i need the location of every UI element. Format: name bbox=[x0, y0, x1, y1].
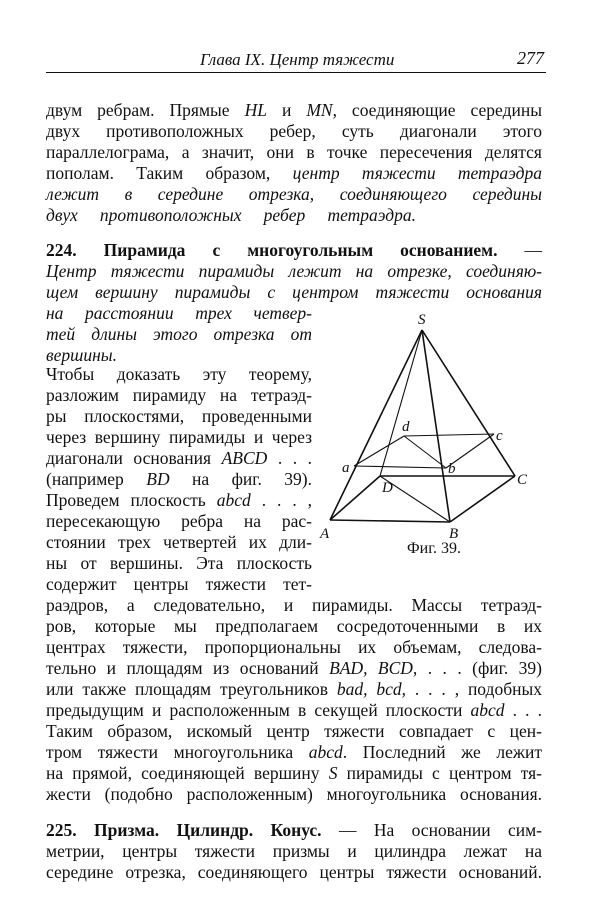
figure-caption: Фиг. 39. bbox=[407, 540, 461, 557]
edge-sb bbox=[422, 330, 450, 522]
text-line bbox=[46, 511, 312, 531]
text-segment: . . . bbox=[504, 700, 542, 720]
label-d-upper: D bbox=[382, 480, 393, 496]
text-segment: содержит центры тяжести тет- bbox=[46, 574, 312, 594]
text-segment: abcd bbox=[216, 490, 251, 510]
label-a-upper: A bbox=[320, 526, 330, 542]
text-line bbox=[46, 841, 542, 861]
text-segment: S bbox=[328, 763, 338, 783]
text-segment: . . . , bbox=[250, 490, 313, 510]
text-segment: стоянии трех четвертей их дли- bbox=[46, 532, 312, 552]
text-line bbox=[46, 205, 416, 225]
text-line bbox=[46, 820, 542, 840]
text-line bbox=[46, 700, 542, 720]
text-line bbox=[46, 862, 542, 882]
edge-ab bbox=[330, 520, 450, 522]
text-line bbox=[46, 303, 312, 323]
text-line bbox=[46, 574, 312, 594]
label-s: S bbox=[418, 312, 426, 328]
text-segment: . Последний же лежит bbox=[342, 742, 543, 762]
text-segment: двух противоположных ребер тетраэдра. bbox=[46, 205, 416, 225]
section-cd bbox=[404, 434, 494, 436]
label-c-upper: C bbox=[517, 472, 528, 488]
text-segment: — На основании сим- bbox=[321, 820, 542, 840]
text-segment: ны от вершины. Эта плоскость bbox=[46, 553, 312, 573]
text-segment: . . . bbox=[267, 448, 313, 468]
text-segment: 224. Пирамида с многоугольным основанием. bbox=[46, 240, 498, 260]
text-segment: щем вершину пирамиды с центром тяжести основания bbox=[46, 282, 542, 302]
text-segment: Таким образом, искомый центр тяжести совпадает с цен- bbox=[46, 721, 542, 741]
text-line bbox=[46, 261, 542, 281]
text-segment: параллелограма, а значит, они в точке пересечения делятся bbox=[46, 142, 542, 162]
text-segment: MN bbox=[306, 100, 333, 120]
text-segment: на прямой, соединяющей вершину bbox=[46, 763, 329, 783]
text-segment: (например bbox=[46, 469, 147, 489]
text-segment: вершины. bbox=[46, 345, 117, 365]
text-line bbox=[46, 469, 312, 489]
text-segment: жести (подобно расположенным) многоугольника основания. bbox=[46, 784, 542, 804]
text-segment: HL bbox=[244, 100, 267, 120]
text-line bbox=[46, 595, 542, 615]
text-segment: метрии, центры тяжести призмы и цилиндра лежат на bbox=[46, 841, 542, 861]
text-line bbox=[46, 364, 312, 384]
text-line bbox=[46, 385, 312, 405]
edge-sc bbox=[422, 330, 515, 476]
text-segment: центрах тяжести, пропорциональны их объемам, следова- bbox=[46, 637, 542, 657]
text-line bbox=[46, 490, 312, 510]
text-segment: пополам. Таким образом, bbox=[46, 163, 293, 183]
text-line bbox=[46, 763, 542, 783]
label-b-lower: b bbox=[448, 461, 456, 477]
text-line bbox=[46, 282, 542, 302]
text-segment: тельно и площадям из оснований bbox=[46, 658, 330, 678]
text-segment: на фиг. 39). bbox=[169, 469, 312, 489]
text-segment: abcd bbox=[308, 742, 343, 762]
label-a-lower: a bbox=[342, 460, 350, 476]
text-segment: разложим пирамиду на тетраэд- bbox=[46, 385, 312, 405]
text-line bbox=[46, 427, 312, 447]
text-line bbox=[46, 324, 312, 344]
page-number: 277 bbox=[517, 48, 544, 68]
text-segment: , соединяющие середины bbox=[332, 100, 542, 120]
chapter-title: Глава IX. Центр тяжести bbox=[200, 50, 395, 69]
text-line bbox=[46, 448, 312, 468]
text-segment: Центр тяжести пирамиды лежит на отрезке, соединяю- bbox=[46, 261, 542, 281]
text-line bbox=[46, 721, 542, 741]
text-segment: abcd bbox=[470, 700, 505, 720]
label-d-lower: d bbox=[402, 419, 410, 435]
text-segment: предыдущим и расположенным в секущей плоскости bbox=[46, 700, 471, 720]
text-segment: через вершину пирамиды и через bbox=[46, 427, 312, 447]
text-line bbox=[46, 240, 542, 260]
text-line bbox=[46, 616, 542, 636]
text-segment: лежит в середине отрезка, соединяющего середины bbox=[46, 184, 542, 204]
text-segment: и bbox=[266, 100, 307, 120]
text-line bbox=[46, 658, 542, 678]
text-segment: на расстоянии трех четвер- bbox=[46, 303, 312, 323]
text-line bbox=[46, 742, 542, 762]
text-segment: Проведем плоскость bbox=[46, 490, 217, 510]
text-line bbox=[46, 406, 312, 426]
text-line bbox=[46, 163, 542, 183]
section-ab bbox=[354, 466, 446, 468]
text-segment: ABCD bbox=[221, 448, 268, 468]
text-segment: BD bbox=[146, 469, 170, 489]
text-line bbox=[46, 142, 542, 162]
edge-bc bbox=[450, 476, 515, 522]
text-segment: тром тяжести многоугольника bbox=[46, 742, 309, 762]
text-segment: — bbox=[497, 240, 543, 260]
text-segment: двух противоположных ребер, суть диагонали этого bbox=[46, 121, 542, 141]
text-segment: тей длины этого отрезка от bbox=[46, 324, 312, 344]
page-header bbox=[46, 42, 546, 72]
text-line bbox=[46, 553, 312, 573]
text-segment: BAD, BCD, bbox=[329, 658, 418, 678]
text-segment: Чтобы доказать эту теорему, bbox=[46, 364, 312, 384]
text-segment: середине отрезка, соединяющего центры тяжести оснований. bbox=[46, 862, 542, 882]
header-rule bbox=[46, 72, 546, 73]
text-segment: ров, которые мы предполагаем сосредоточенными в их bbox=[46, 616, 542, 636]
figure-39-pyramid bbox=[318, 308, 548, 548]
text-segment: раэдров, а следовательно, и пирамиды. Массы тетраэд- bbox=[46, 595, 542, 615]
edge-ad bbox=[330, 476, 380, 520]
text-segment: bad, bcd, bbox=[336, 679, 407, 699]
text-line bbox=[46, 784, 542, 804]
label-c-lower: c bbox=[496, 428, 503, 444]
text-segment: . . . (фиг. 39) bbox=[417, 658, 542, 678]
text-line bbox=[46, 679, 542, 699]
text-segment: или также площадям треугольников bbox=[46, 679, 337, 699]
section-da bbox=[354, 436, 404, 466]
text-segment: 225. Призма. Цилиндр. Конус. bbox=[46, 820, 322, 840]
label-b-upper: B bbox=[449, 526, 459, 542]
text-line bbox=[46, 100, 542, 120]
text-segment: центр тяжести тетраэдра bbox=[292, 163, 542, 183]
text-segment: пирамиды с центром тя- bbox=[337, 763, 542, 783]
text-line bbox=[46, 121, 542, 141]
text-segment: пересекающую ребра на рас- bbox=[46, 511, 312, 531]
text-segment: . . . , подобных bbox=[406, 679, 542, 699]
text-line bbox=[46, 532, 312, 552]
text-segment: двум ребрам. Прямые bbox=[46, 100, 245, 120]
text-line bbox=[46, 345, 117, 365]
text-line bbox=[46, 184, 542, 204]
text-segment: диагонали основания bbox=[46, 448, 222, 468]
text-segment: ры плоскостями, проведенными bbox=[46, 406, 312, 426]
text-line bbox=[46, 637, 542, 657]
